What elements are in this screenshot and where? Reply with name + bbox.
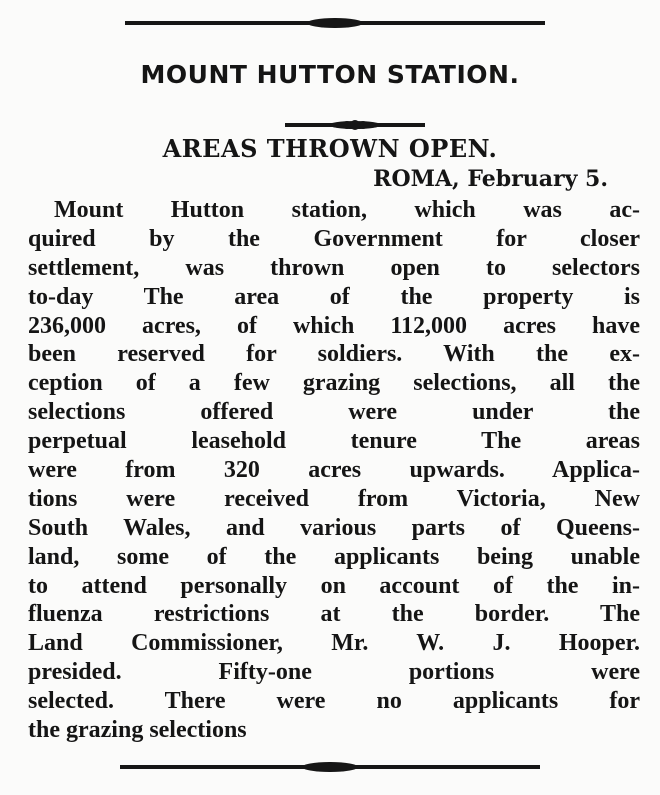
body-line: fluenza restrictions at the border. The [28,601,640,628]
middle-ornamental-rule [285,123,425,127]
top-ornamental-rule [125,21,545,25]
body-line: South Wales, and various parts of Queens- [28,514,640,541]
article-body [28,196,640,745]
body-line: to attend personally on account of the in- [28,572,640,599]
body-line: tions were received from Victoria, New [28,485,640,512]
diamond-ornament-icon [300,760,360,774]
subheadline: AREAS THROWN OPEN. [162,134,498,163]
diamond-ornament-icon [325,118,385,132]
dateline: ROMA, February 5. [373,166,608,192]
body-line: Land Commissioner, Mr. W. J. Hooper. [28,630,640,657]
body-line: the grazing selections [28,717,247,744]
body-line: perpetual leasehold tenure The areas [28,428,640,455]
body-line: presided. Fifty-one portions were [28,659,640,686]
bottom-ornamental-rule [120,765,540,769]
body-line: quired by the Government for closer [28,225,640,252]
body-line: Mount Hutton station, which was ac- [54,197,640,223]
body-line: been reserved for soldiers. With the ex- [28,341,640,368]
body-line: 236,000 acres, of which 112,000 acres have [28,312,640,339]
body-line: were from 320 acres upwards. Applica- [28,457,640,484]
body-line: settlement, was thrown open to selectors [28,254,640,281]
body-line: to-day The area of the property is [28,283,640,310]
body-line: land, some of the applicants being unable [28,543,640,570]
body-line: ception of a few grazing selections, all the [28,370,640,397]
diamond-ornament-icon [305,16,365,30]
body-line: selected. There were no applicants for [28,688,640,715]
body-line: selections offered were under the [28,399,640,426]
headline: MOUNT HUTTON STATION. [140,60,520,89]
